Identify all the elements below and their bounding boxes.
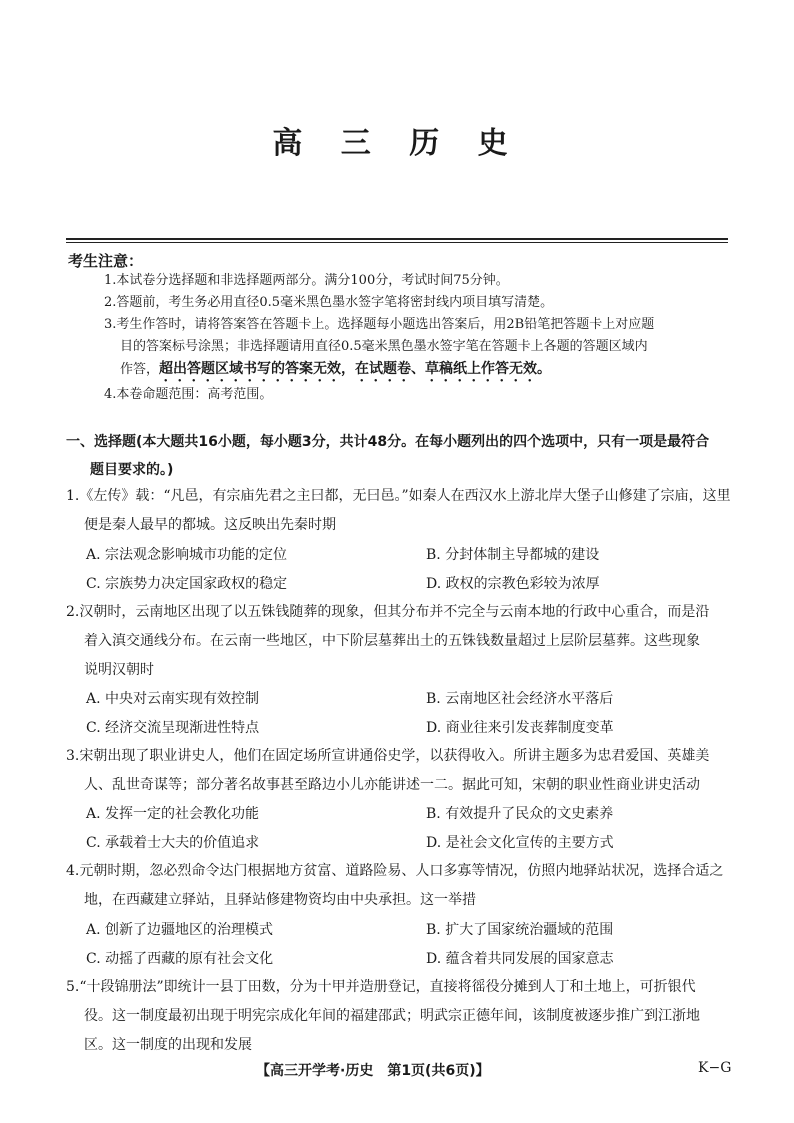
question-line: 5.“十段锦册法”即统计一县丁田数，分为十甲并造册登记，直接将徭役分摊到人丁和土地上，可折银代: [66, 979, 696, 995]
notice-item: 4.本卷命题范围：高考范围。: [104, 387, 273, 402]
question-line: 3.宋朝出现了职业讲史人，他们在固定场所宣讲通俗史学，以获得收入。所讲主题多为忠君爱国、英雄美: [66, 748, 710, 764]
notice-item: 目的答案标号涂黑；非选择题请用直径0.5毫米黑色墨水签字笔在答题卡上各题的答题区域内: [120, 339, 648, 354]
notice-item-prefix: 作答，: [120, 362, 160, 377]
question-1-option-b[interactable]: B. 分封体制主导都城的建设: [426, 547, 600, 563]
question-2-option-b[interactable]: B. 云南地区社会经济水平落后: [426, 691, 614, 707]
question-2-option-c[interactable]: C. 经济交流呈现渐进性特点: [86, 720, 260, 736]
notice-item: 2.答题前，考生务必用直径0.5毫米黑色墨水签字笔将密封线内项目填写清楚。: [104, 295, 554, 310]
question-3-option-b[interactable]: B. 有效提升了民众的文史素养: [426, 806, 614, 822]
notice-item: 1.本试卷分选择题和非选择题两部分。满分100分，考试时间75分钟。: [104, 273, 509, 288]
question-4-option-c[interactable]: C. 动摇了西藏的原有社会文化: [86, 951, 274, 967]
question-line: 地，在西藏建立驿站，且驿站修建物资均由中央承担。这一举措: [84, 892, 476, 908]
question-line: 着入滇交通线分布。在云南一些地区，中下阶层墓葬出土的五铢钱数量超过上层阶层墓葬。这些现象: [84, 633, 700, 649]
question-4-stem: [66, 857, 740, 915]
section-heading-line: 题目要求的。): [90, 462, 174, 478]
question-1-stem: [66, 482, 740, 540]
question-1-option-c[interactable]: C. 宗族势力决定国家政权的稳定: [86, 576, 288, 592]
question-line: 役。这一制度最初出现于明宪宗成化年间的福建邵武；明武宗正德年间，该制度被逐步推广到江浙地: [84, 1008, 700, 1024]
section-heading: [66, 428, 736, 484]
notice-item: 3.考生作答时，请将答案答在答题卡上。选择题每小题选出答案后，用2B铅笔把答题卡上对应题: [104, 317, 655, 332]
question-line: 1.《左传》载：“凡邑，有宗庙先君之主曰都，无曰邑。”如秦人在西汉水上游北岸大堡子山修建了宗庙，这里: [66, 488, 731, 504]
question-line: 4.元朝时期，忽必烈命令达门根据地方贫富、道路险易、人口多寡等情况，仿照内地驿站状况，选择合适之: [66, 863, 724, 879]
question-1-option-d[interactable]: D. 政权的宗教色彩较为浓厚: [426, 576, 600, 592]
question-3-option-d[interactable]: D. 是社会文化宣传的主要方式: [426, 835, 614, 851]
footer-paper-code: K−G: [698, 1060, 732, 1076]
question-2-option-d[interactable]: D. 商业往来引发丧葬制度变革: [426, 720, 614, 736]
question-4-option-d[interactable]: D. 蕴含着共同发展的国家意志: [426, 951, 614, 967]
notice-emphasis-text: 超出答题区域书写的答案无效，在试题卷、草稿纸上作答无效。: [159, 361, 552, 377]
question-5-stem: [66, 973, 740, 1060]
question-3-stem: [66, 742, 740, 800]
header-rule-thin: [66, 242, 728, 243]
question-line: 说明汉朝时: [84, 662, 154, 678]
question-4-option-b[interactable]: B. 扩大了国家统治疆域的范围: [426, 922, 614, 938]
header-rule-thick: [66, 238, 728, 240]
question-4-option-a[interactable]: A. 创新了边疆地区的治理模式: [86, 922, 274, 938]
question-1-option-a[interactable]: A. 宗法观念影响城市功能的定位: [86, 547, 288, 563]
page-title: 高 三 历 史: [272, 126, 522, 161]
question-2-option-a[interactable]: A. 中央对云南实现有效控制: [86, 691, 260, 707]
question-line: 便是秦人最早的都城。这反映出先秦时期: [84, 517, 336, 533]
question-line: 2.汉朝时，云南地区出现了以五铢钱随葬的现象，但其分布并不完全与云南本地的行政中心重合，而是沿: [66, 604, 710, 620]
notice-item-emphasis: [120, 358, 750, 385]
question-2-stem: [66, 598, 740, 685]
question-line: 区。这一制度的出现和发展: [84, 1037, 252, 1053]
question-3-option-c[interactable]: C. 承载着士大夫的价值追求: [86, 835, 260, 851]
question-3-option-a[interactable]: A. 发挥一定的社会教化功能: [86, 806, 260, 822]
question-line: 人、乱世奇谋等；部分著名故事甚至路边小儿亦能讲述一二。据此可知，宋朝的职业性商业讲史活动: [84, 777, 700, 793]
notice-heading: 考生注意：: [68, 252, 144, 270]
section-heading-line: 一、选择题(本大题共16小题，每小题3分，共计48分。在每小题列出的四个选项中，只有一项是最符合: [66, 434, 710, 450]
footer-page-info: 【高三开学考·历史 第1页(共6页)】: [256, 1063, 490, 1079]
